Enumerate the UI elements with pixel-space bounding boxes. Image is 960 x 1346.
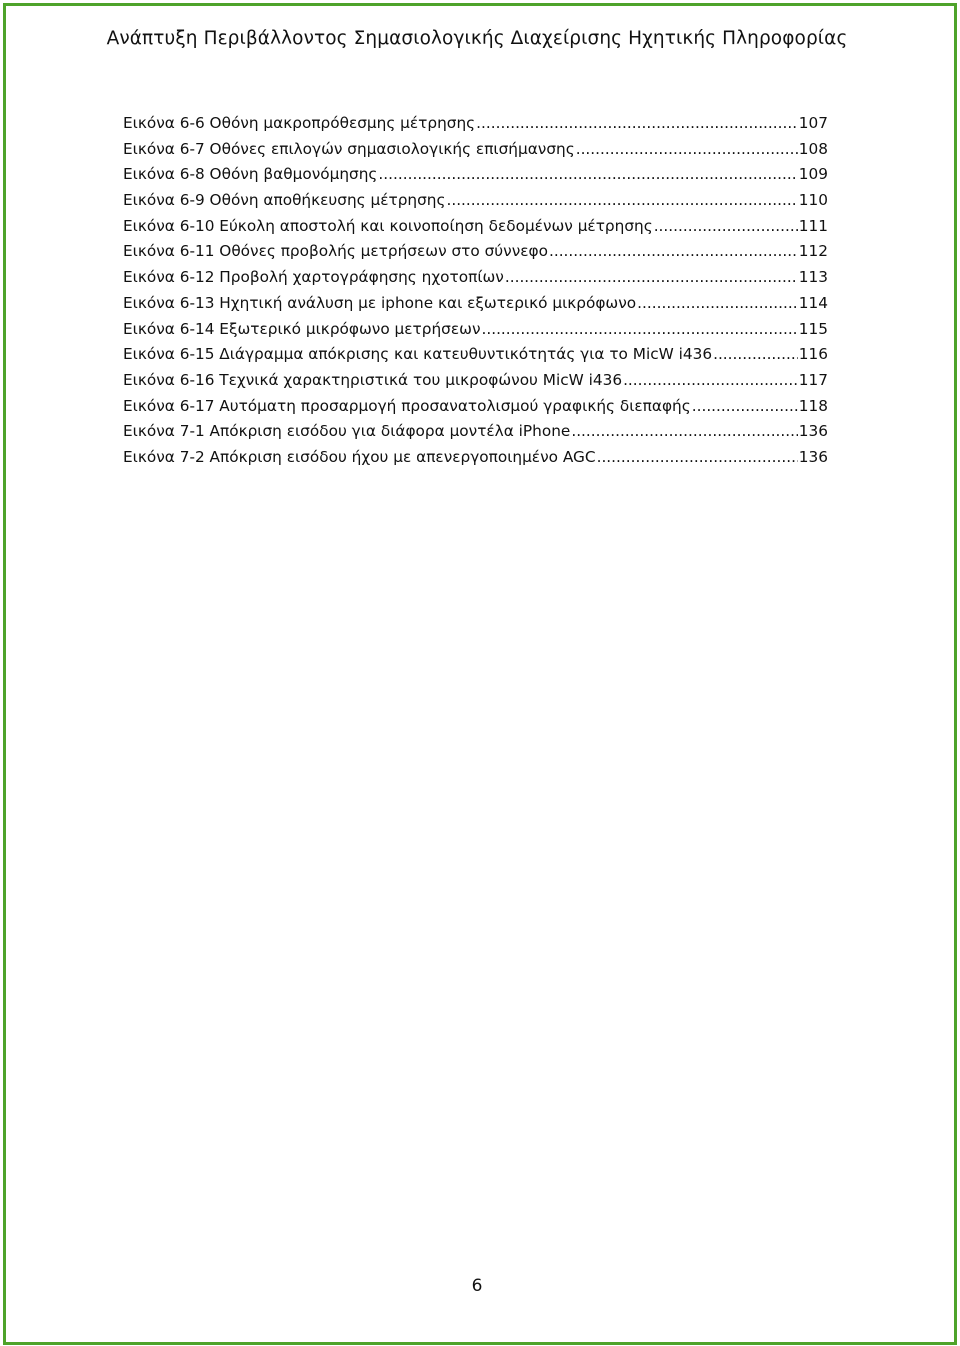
toc-entry[interactable] — [123, 294, 828, 320]
toc-entry-page: 113 — [798, 268, 828, 287]
toc-entry[interactable] — [123, 268, 828, 294]
dot-leader — [481, 320, 797, 338]
dot-leader — [549, 242, 798, 260]
toc-entry[interactable] — [123, 114, 828, 140]
toc-entry[interactable] — [123, 217, 828, 243]
dot-leader — [576, 140, 798, 158]
toc-entry-label: Εικόνα 7-2 Απόκριση εισόδου ήχου με απενεργοποιημένο AGC — [123, 447, 596, 466]
page-number: 6 — [471, 1276, 483, 1296]
toc-entry[interactable] — [123, 140, 828, 166]
dot-leader — [505, 268, 798, 286]
toc-entry-label: Εικόνα 6-7 Οθόνες επιλογών σημασιολογικής επισήμανσης — [123, 139, 575, 158]
toc-entry-label: Εικόνα 6-11 Οθόνες προβολής μετρήσεων στο σύννεφο — [123, 242, 548, 261]
toc-entry[interactable] — [123, 422, 828, 448]
running-header: Ανάπτυξη Περιβάλλοντος Σημασιολογικής Διαχείρισης Ηχητικής Πληροφορίας — [106, 28, 848, 49]
toc-entry-page: 136 — [798, 422, 828, 441]
toc-entry[interactable] — [123, 242, 828, 268]
toc-entry-label: Εικόνα 6-13 Ηχητική ανάλυση με iphone και εξωτερικό μικρόφωνο — [123, 293, 637, 312]
dot-leader — [713, 345, 798, 363]
toc-entry-page: 114 — [798, 293, 828, 312]
toc-entry[interactable] — [123, 448, 828, 474]
toc-entry-page: 116 — [798, 345, 828, 364]
dot-leader — [637, 294, 798, 312]
toc-entry-page: 107 — [798, 114, 828, 132]
toc-entry-label: Εικόνα 6-12 Προβολή χαρτογράφησης ηχοτοπίων — [123, 268, 504, 287]
toc-entry-label: Εικόνα 6-17 Αυτόματη προσαρμογή προσανατολισμού γραφικής διεπαφής — [123, 396, 691, 415]
toc-entry-label: Εικόνα 6-14 Εξωτερικό μικρόφωνο μετρήσεων — [123, 319, 481, 338]
toc-entry-label: Εικόνα 7-1 Απόκριση εισόδου για διάφορα μοντέλα iPhone — [123, 422, 571, 441]
dot-leader — [571, 422, 797, 440]
toc-entry-label: Εικόνα 6-10 Εύκολη αποστολή και κοινοποίηση δεδομένων μέτρησης — [123, 216, 653, 235]
toc-entry-page: 117 — [798, 370, 828, 389]
dot-leader — [597, 448, 798, 466]
toc-entry-label: Εικόνα 6-15 Διάγραμμα απόκρισης και κατευθυντικότητάς για το MicW i436 — [123, 345, 713, 364]
toc-entry-page: 111 — [798, 216, 828, 235]
toc-entry[interactable] — [123, 165, 828, 191]
toc-entry[interactable] — [123, 371, 828, 397]
toc-entry-label: Εικόνα 6-6 Οθόνη μακροπρόθεσμης μέτρησης — [123, 114, 476, 132]
toc-entry[interactable] — [123, 397, 828, 423]
toc-entry-label: Εικόνα 6-16 Τεχνικά χαρακτηριστικά του μικροφώνου MicW i436 — [123, 370, 623, 389]
toc-entry[interactable] — [123, 345, 828, 371]
toc-entry-label: Εικόνα 6-9 Οθόνη αποθήκευσης μέτρησης — [123, 191, 446, 210]
dot-leader — [446, 191, 797, 209]
toc-entry[interactable] — [123, 320, 828, 346]
table-of-figures — [123, 114, 828, 474]
toc-entry-page: 118 — [798, 396, 828, 415]
toc-entry-page: 115 — [798, 319, 828, 338]
toc-entry-page: 108 — [798, 139, 828, 158]
dot-leader — [623, 371, 798, 389]
toc-entry-page: 136 — [798, 447, 828, 466]
dot-leader — [654, 217, 798, 235]
toc-entry-page: 110 — [798, 191, 828, 210]
toc-entry-page: 112 — [798, 242, 828, 261]
toc-entry[interactable] — [123, 191, 828, 217]
dot-leader — [378, 165, 797, 183]
dot-leader — [476, 114, 798, 132]
toc-entry-page: 109 — [798, 165, 828, 184]
dot-leader — [692, 397, 798, 415]
toc-entry-label: Εικόνα 6-8 Οθόνη βαθμονόμησης — [123, 165, 378, 184]
